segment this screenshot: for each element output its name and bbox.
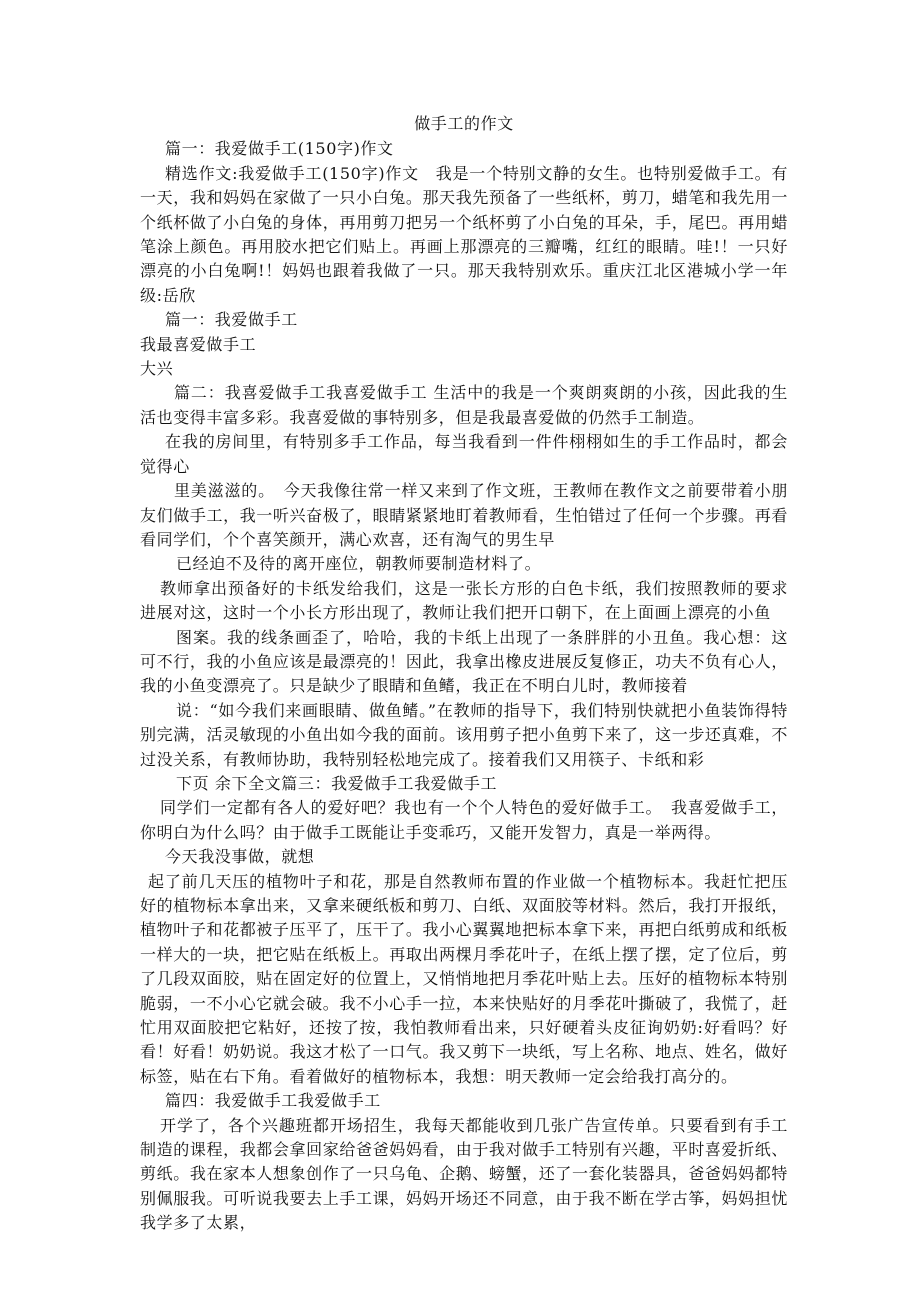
- paragraph: 篇二：我喜爱做手工我喜爱做手工 生活中的我是一个爽朗爽朗的小孩，因此我的生活也变得丰富多彩。我喜爱做的事特别多，但是我最喜爱做的仍然手工制造。: [140, 383, 788, 427]
- paragraph: 已经迫不及待的离开座位，朝教师要制造材料了。: [176, 554, 542, 574]
- paragraph: 起了前几天压的植物叶子和花，那是自然教师布置的作业做一个植物标本。我赶忙把压好的植物标本拿出来，又拿来硬纸板和剪刀、白纸、双面胶等材料。然后，我打开报纸，植物叶子和花都被子压平了，压干了。我小心翼翼地把标本拿下来，再把白纸剪成和纸板一样大的一块，把它贴在纸板上。再取出两棵月季花叶子，在纸上摆了摆，定了位后，剪了几段双面胶，贴在固定好的位置上，又悄悄地把月季花叶贴上去。压好的植物标本特别脆弱，一不小心它就会破。我不小心手一拉，本来快贴好的月季花叶撕破了，我慌了，赶忙用双面胶把它粘好，还按了按，我怕教师看出来，只好硬着头皮征询奶奶:好看吗？好看！好看！奶奶说。我这才松了一口气。我又剪下一块纸，写上名称、地点、姓名，做好标签，贴在右下角。看着做好的植物标本，我想：明天教师一定会给我打高分的。: [140, 871, 788, 1086]
- document-title: 做手工的作文: [414, 114, 514, 133]
- paragraph: 同学们一定都有各人的爱好吧？我也有一个个人特色的爱好做手工。 我喜爱做手工，你明白为什么吗？由于做手工既能让手变乖巧，又能开发智力，真是一举两得。: [140, 798, 788, 842]
- paragraph: 我最喜爱做手工: [140, 334, 257, 354]
- paragraph: 开学了，各个兴趣班都开场招生，我每天都能收到几张广告宣传单。只要看到有手工制造的课程，我都会拿回家给爸爸妈妈看，由于我对做手工特别有兴趣，平时喜爱折纸、剪纸。我在家本人想象创作了一只乌龟、企鹅、螃蟹，还了一套化装器具，爸爸妈妈都特别佩服我。可听说我要去上手工课，妈妈开场还不同意，由于我不断在学古筝，妈妈担忧我学多了太累，: [140, 1115, 788, 1233]
- paragraph: 教师拿出预备好的卡纸发给我们，这是一张长方形的白色卡纸，我们按照教师的要求进展对这，这时一个小长方形出现了，教师让我们把开口朝下，在上面画上漂亮的小鱼: [140, 578, 788, 623]
- paragraph: 说：“如今我们来画眼睛、做鱼鳍。”在教师的指导下，我们特别快就把小鱼装饰得特别完满，活灵敏现的小鱼出如今我的面前。该用剪子把小鱼剪下来了，这一步还真难，不过没关系，有教师协助，我特别轻松地完成了。接着我们又用筷子、卡纸和彩: [140, 700, 788, 769]
- document-page: [140, 112, 788, 1236]
- paragraph: 今天我没事做，就想: [165, 847, 315, 867]
- paragraph: 下页 余下全文篇三：我爱做手工我爱做手工: [176, 773, 498, 793]
- paragraph: 图案。我的线条画歪了，哈哈，我的卡纸上出现了一条胖胖的小丑鱼。我心想：这可不行，我的小鱼应该是最漂亮的！因此，我拿出橡皮进展反复修正，功夫不负有心人，我的小鱼变漂亮了。只是缺少了眼睛和鱼鳍，我正在不明白儿时，教师接着: [140, 627, 788, 696]
- paragraph: 大兴: [140, 359, 174, 379]
- paragraph: 精选作文:我爱做手工(150字)作文 我是一个特别文静的女生。也特别爱做手工。有一天，我和妈妈在家做了一只小白兔。那天我先预备了一些纸杯，剪刀，蜡笔和我先用一个纸杯做了小白兔的身体，再用剪刀把另一个纸杯剪了小白兔的耳朵，手，尾巴。再用蜡笔涂上颜色。再用胶水把它们贴上。再画上那漂亮的三瓣嘴，红红的眼睛。哇!！一只好漂亮的小白兔啊!！妈妈也跟着我做了一只。那天我特别欢乐。重庆江北区港城小学一年级:岳欣: [140, 163, 788, 305]
- paragraph: 篇一：我爱做手工(150字)作文: [165, 139, 394, 159]
- paragraph: 在我的房间里，有特别多手工作品，每当我看到一件件栩栩如生的手工作品时，都会觉得心: [140, 432, 788, 476]
- paragraph: 篇四：我爱做手工我爱做手工: [165, 1091, 381, 1111]
- paragraph: 里美滋滋的。 今天我像往常一样又来到了作文班，王教师在教作文之前要带着小朋友们做手工，我一听兴奋极了，眼睛紧紧地盯着教师看，生怕错过了任何一个步骤。再看看同学们，个个喜笑颜开，满心欢喜，还有淘气的男生早: [140, 481, 788, 549]
- paragraph: 篇一：我爱做手工: [165, 310, 298, 330]
